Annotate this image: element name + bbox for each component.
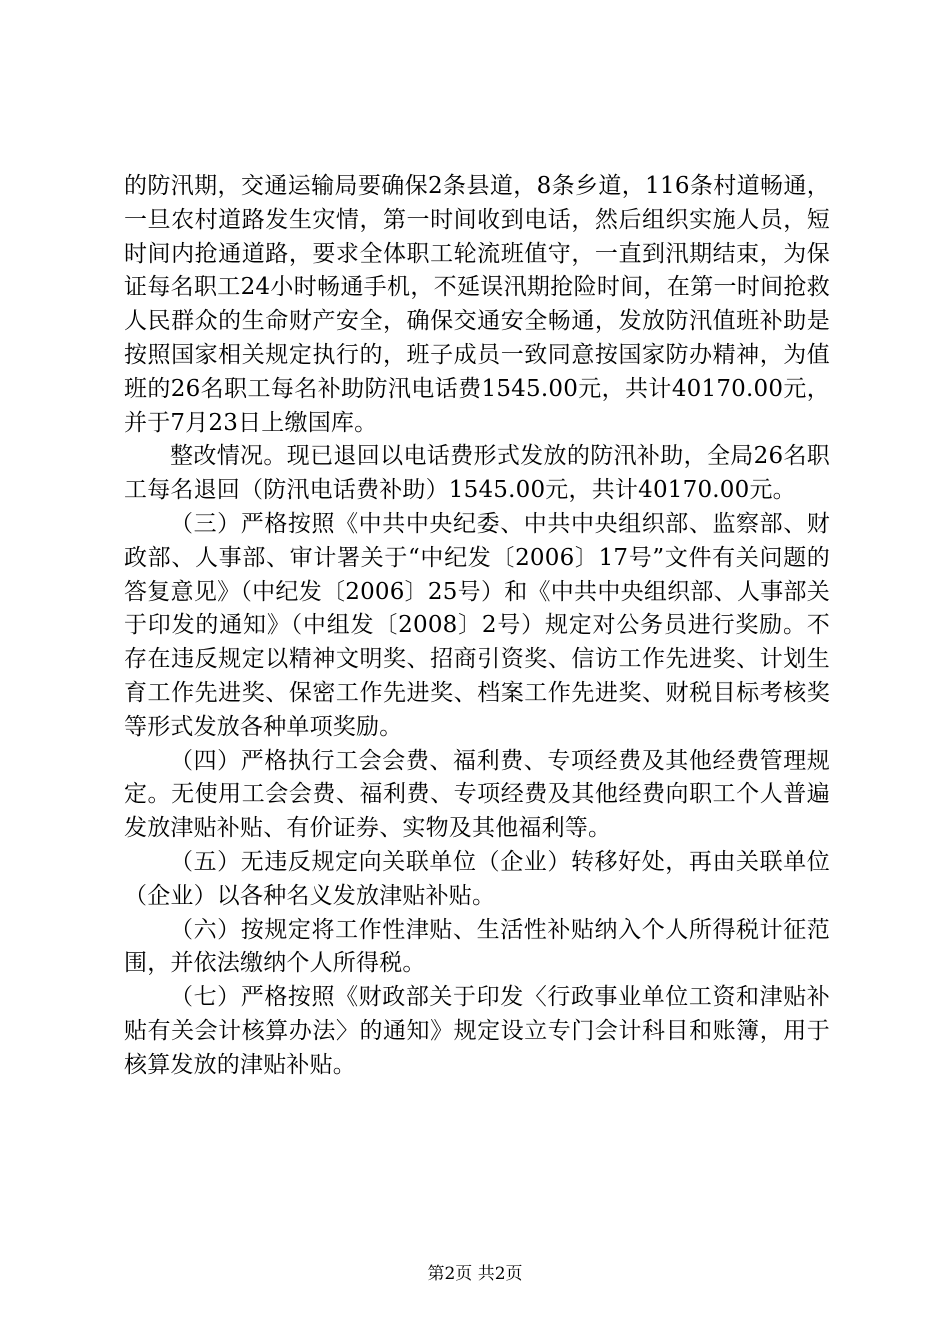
document-body [124, 170, 830, 1083]
paragraph-item-3: （三）严格按照《中共中央纪委、中共中央组织部、监察部、财政部、人事部、审计署关于“中纪发〔2006〕17号”文件有关问题的答复意见》（中纪发〔2006〕25号）和《中共中央组织部、人事部关于印发的通知》（中组发〔2008〕2号）规定对公务员进行奖励。不存在违反规定以精神文明奖、招商引资奖、信访工作先进奖、计划生育工作先进奖、保密工作先进奖、档案工作先进奖、财税目标考核奖等形式发放各种单项奖励。 [124, 510, 830, 740]
paragraph-item-6: （六）按规定将工作性津贴、生活性补贴纳入个人所得税计征范围，并依法缴纳个人所得税。 [124, 916, 830, 977]
paragraph-item-4: （四）严格执行工会会费、福利费、专项经费及其他经费管理规定。无使用工会会费、福利费、专项经费及其他经费向职工个人普遍发放津贴补贴、有价证券、实物及其他福利等。 [124, 747, 830, 842]
paragraph-item-7: （七）严格按照《财政部关于印发〈行政事业单位工资和津贴补贴有关会计核算办法〉的通知》规定设立专门会计科目和账簿，用于核算发放的津贴补贴。 [124, 984, 830, 1078]
paragraph-item-5: （五）无违反规定向关联单位（企业）转移好处，再由关联单位（企业）以各种名义发放津贴补贴。 [124, 848, 830, 909]
paragraph-rectification: 整改情况。现已退回以电话费形式发放的防汛补助，全局26名职工每名退回（防汛电话费补助）1545.00元，共计40170.00元。 [124, 443, 830, 504]
page-footer: 第2页 共2页 [427, 1264, 523, 1284]
paragraph-flood-duty: 的防汛期，交通运输局要确保2条县道，8条乡道，116条村道畅通，一旦农村道路发生灾情，第一时间收到电话，然后组织实施人员，短时间内抢通道路，要求全体职工轮流班值守，一直到汛期结束，为保证每名职工24小时畅通手机，不延误汛期抢险时间，在第一时间抢救人民群众的生命财产安全，确保交通安全畅通，发放防汛值班补助是按照国家相关规定执行的，班子成员一致同意按国家防办精神，为值班的26名职工每名补助防汛电话费1545.00元，共计40170.00元，并于7月23日上缴国库。 [124, 173, 830, 436]
